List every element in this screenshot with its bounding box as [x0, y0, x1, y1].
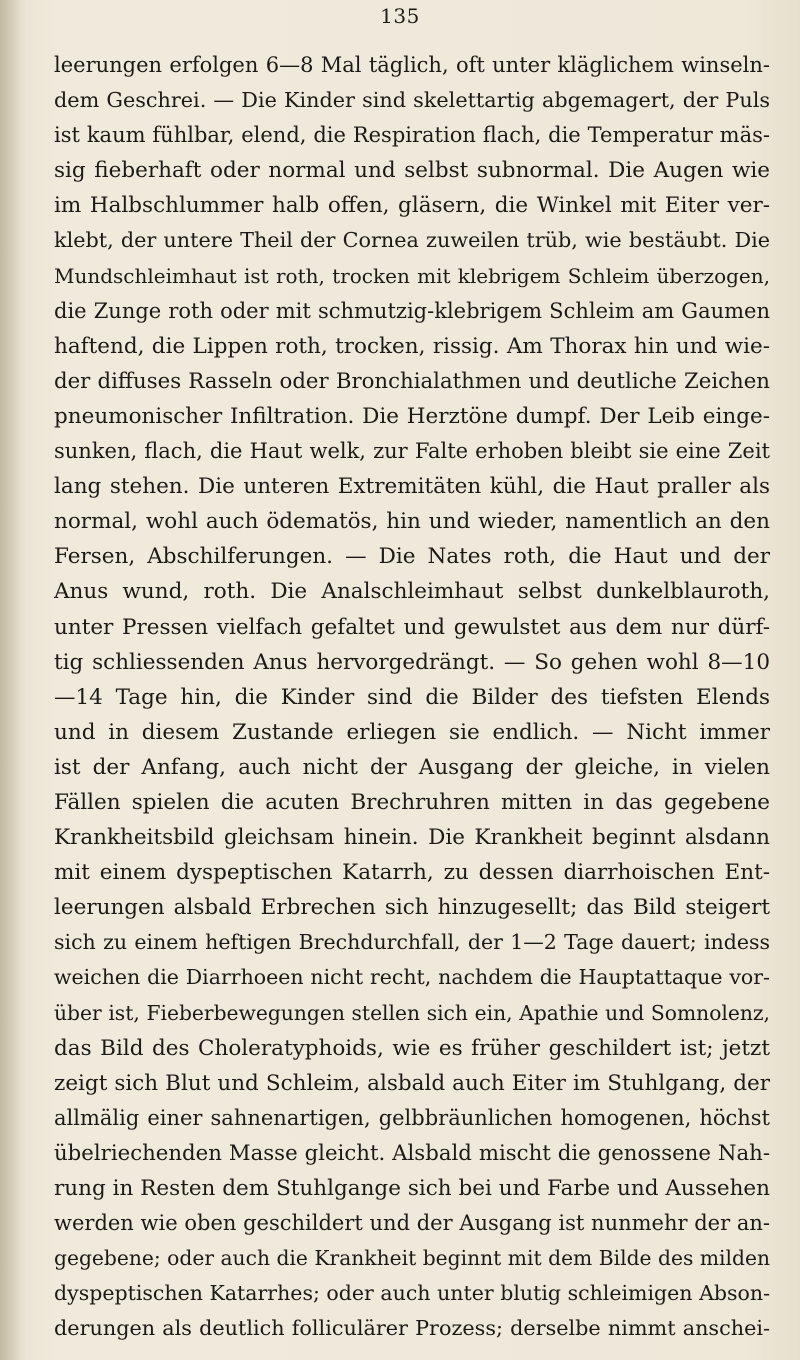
text-line: zeigt sich Blut und Schleim, alsbald auch Eiter im Stuhlgang, der	[54, 1070, 770, 1096]
text-line: Krankheitsbild gleichsam hinein. Die Krankheit beginnt alsdann	[54, 825, 770, 851]
text-line: über ist, Fieberbewegungen stellen sich ein, Apathie und Somnolenz,	[54, 1000, 770, 1025]
text-line: leerungen alsbald Erbrechen sich hinzugesellt; das Bild steigert	[54, 895, 770, 921]
text-line: sich zu einem heftigen Brechdurchfall, der 1—2 Tage dauert; indess	[54, 930, 770, 955]
text-line: allmälig einer sahnenartigen, gelbbräunlichen homogenen, höchst	[54, 1105, 770, 1130]
text-line: —14 Tage hin, die Kinder sind die Bilder des tiefsten Elends	[54, 684, 770, 710]
text-line: haftend, die Lippen roth, trocken, rissig. Am Thorax hin und wie-	[54, 333, 770, 359]
text-line: ist der Anfang, auch nicht der Ausgang der gleiche, in vielen	[54, 754, 770, 780]
text-line: im Halbschlummer halb offen, gläsern, die Winkel mit Eiter ver-	[54, 193, 770, 219]
text-line: gegebene; oder auch die Krankheit beginnt mit dem Bilde des milden	[54, 1246, 770, 1271]
text-line: mit einem dyspeptischen Katarrh, zu dessen diarrhoischen Ent-	[54, 860, 770, 886]
text-line: sig fieberhaft oder normal und selbst subnormal. Die Augen wie	[54, 158, 770, 184]
text-line: dem Geschrei. — Die Kinder sind skelettartig abgemagert, der Puls	[54, 88, 770, 113]
text-line: Fersen, Abschilferungen. — Die Nates roth, die Haut und der	[54, 544, 770, 570]
text-line: sunken, flach, die Haut welk, zur Falte erhoben bleibt sie eine Zeit	[54, 439, 770, 464]
text-line: übelriechenden Masse gleicht. Alsbald mischt die genossene Nah-	[54, 1140, 770, 1166]
gutter-shadow	[0, 0, 22, 1360]
text-line: rung in Resten dem Stuhlgange sich bei und Farbe und Aussehen	[54, 1176, 770, 1201]
text-line: lang stehen. Die unteren Extremitäten kühl, die Haut praller als	[54, 474, 770, 500]
text-line: Mundschleimhaut ist roth, trocken mit klebrigem Schleim überzogen,	[54, 263, 770, 288]
text-line: der diffuses Rasseln oder Bronchialathmen und deutliche Zeichen	[54, 368, 770, 394]
text-line: die Zunge roth oder mit schmutzig-klebrigem Schleim am Gaumen	[54, 298, 770, 323]
text-line: leerungen erfolgen 6—8 Mal täglich, oft unter kläglichem winseln-	[54, 53, 770, 77]
text-line: werden wie oben geschildert und der Ausgang ist nunmehr der an-	[54, 1211, 770, 1236]
text-line: klebt, der untere Theil der Cornea zuweilen trüb, wie bestäubt. Die	[54, 228, 770, 253]
text-line: tig schliessenden Anus hervorgedrängt. — So gehen wohl 8—10	[54, 649, 770, 675]
body-text	[54, 48, 770, 1346]
text-line: unter Pressen vielfach gefaltet und gewulstet aus dem nur dürf-	[54, 614, 770, 640]
text-line: Anus wund, roth. Die Analschleimhaut selbst dunkelblauroth,	[54, 579, 770, 605]
text-line: Fällen spielen die acuten Brechruhren mitten in das gegebene	[54, 789, 770, 815]
text-line: ist kaum fühlbar, elend, die Respiration flach, die Temperatur mäs-	[54, 123, 770, 148]
text-line: und in diesem Zustande erliegen sie endlich. — Nicht immer	[54, 719, 770, 745]
text-line: weichen die Diarrhoeen nicht recht, nachdem die Hauptattaque vor-	[54, 965, 770, 990]
text-line: pneumonischer Infiltration. Die Herztöne dumpf. Der Leib einge-	[54, 403, 770, 429]
text-line: das Bild des Choleratyphoids, wie es früher geschildert ist; jetzt	[54, 1035, 770, 1061]
text-line: derungen als deutlich folliculärer Prozess; derselbe nimmt anschei-	[54, 1316, 770, 1341]
page-number: 135	[380, 4, 420, 28]
text-line: normal, wohl auch ödematös, hin und wieder, namentlich an den	[54, 509, 770, 535]
text-line: dyspeptischen Katarrhes; oder auch unter blutig schleimigen Abson-	[54, 1281, 770, 1306]
